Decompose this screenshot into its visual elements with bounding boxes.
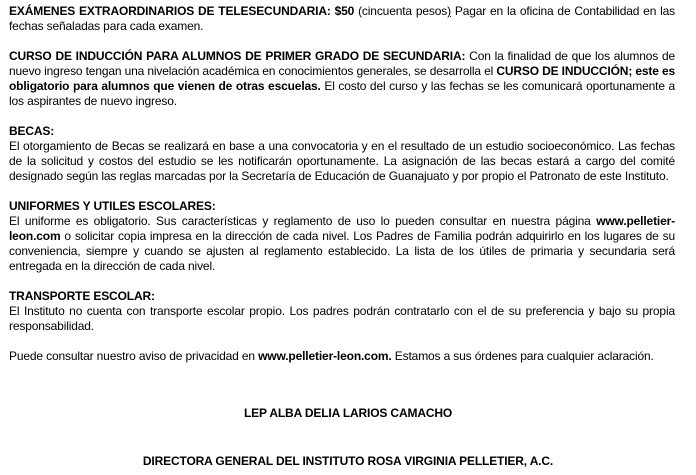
uniformes-body-1: El uniforme es obligatorio. Sus características y reglamento de uso lo pueden consultar en nuestra página xyxy=(9,214,597,228)
transporte-body: El Instituto no cuenta con transporte escolar propio. Los padres podrán contratarlo con el de su preferencia y bajo su propia responsabilidad. xyxy=(9,304,675,333)
document-body xyxy=(9,4,675,364)
privacidad-paragraph xyxy=(9,349,675,364)
curso-heading: CURSO DE INDUCCIÓN PARA ALUMNOS DE PRIMER GRADO DE SECUNDARIA: xyxy=(9,49,466,63)
becas-body: El otorgamiento de Becas se realizará en base a una convocatoria y en el resultado de un estudio socioeconómico. Las fechas de la solicitud y costos del estudio se les notificarán oportunamente. La asignación de las becas estará a cargo del comité designado según las reglas marcadas por la Secretaría de Educación de Guanajuato y por propio el Patronato de este Instituto. xyxy=(9,139,675,183)
signature-name: LEP ALBA DELIA LARIOS CAMACHO xyxy=(243,406,453,420)
curso-bold-notice: CURSO DE INDUCCIÓN; este es obligatorio para alumnos que vienen de otras escuelas. xyxy=(9,64,675,93)
examenes-body: Pagar en la oficina de Contabilidad en las fechas señaladas para cada examen. xyxy=(9,4,675,33)
becas-heading: BECAS: xyxy=(9,124,55,138)
uniformes-body-2: o solicitar copia impresa en la dirección de cada nivel. Los Padres de Familia podrán adquirirlo en los lugares de su conveniencia, siempre y cuando se ajusten al reglamento establecido. La lista de los útiles de primaria y secundaria será entregada en la dirección de cada nivel. xyxy=(9,229,675,273)
uniformes-heading: UNIFORMES Y UTILES ESCOLARES: xyxy=(9,199,216,213)
becas-paragraph xyxy=(9,124,675,184)
privacidad-body-1: Puede consultar nuestro aviso de privacidad en xyxy=(9,349,259,363)
signature-position: DIRECTORA GENERAL DEL INSTITUTO ROSA VIRGINIA PELLETIER, A.C. xyxy=(142,454,554,468)
examenes-heading: EXÁMENES EXTRAORDINARIOS DE TELESECUNDARIA: xyxy=(9,4,331,18)
examenes-price-close: ) xyxy=(447,4,451,18)
uniformes-paragraph xyxy=(9,199,675,274)
transporte-paragraph xyxy=(9,289,675,334)
privacidad-website-link[interactable]: www.pelletier-leon.com. xyxy=(258,349,392,363)
curso-body-2: El costo del curso y las fechas se les comunicará oportunamente a los aspirantes de nuevo ingreso. xyxy=(9,79,675,108)
examenes-price-text: (cincuenta pesos xyxy=(354,4,448,18)
examenes-price: $50 xyxy=(334,4,355,18)
curso-paragraph xyxy=(9,49,675,109)
curso-body-1: Con la finalidad de que los alumnos de nuevo ingreso tengan una nivelación académica en conocimientos generales, se desarrolla el xyxy=(9,49,675,78)
privacidad-body-2: Estamos a sus órdenes para cualquier aclaración. xyxy=(391,349,654,363)
uniformes-website-link[interactable]: www.pelletier-leon.com xyxy=(9,214,675,243)
examenes-paragraph xyxy=(9,4,675,34)
transporte-heading: TRANSPORTE ESCOLAR: xyxy=(9,289,155,303)
